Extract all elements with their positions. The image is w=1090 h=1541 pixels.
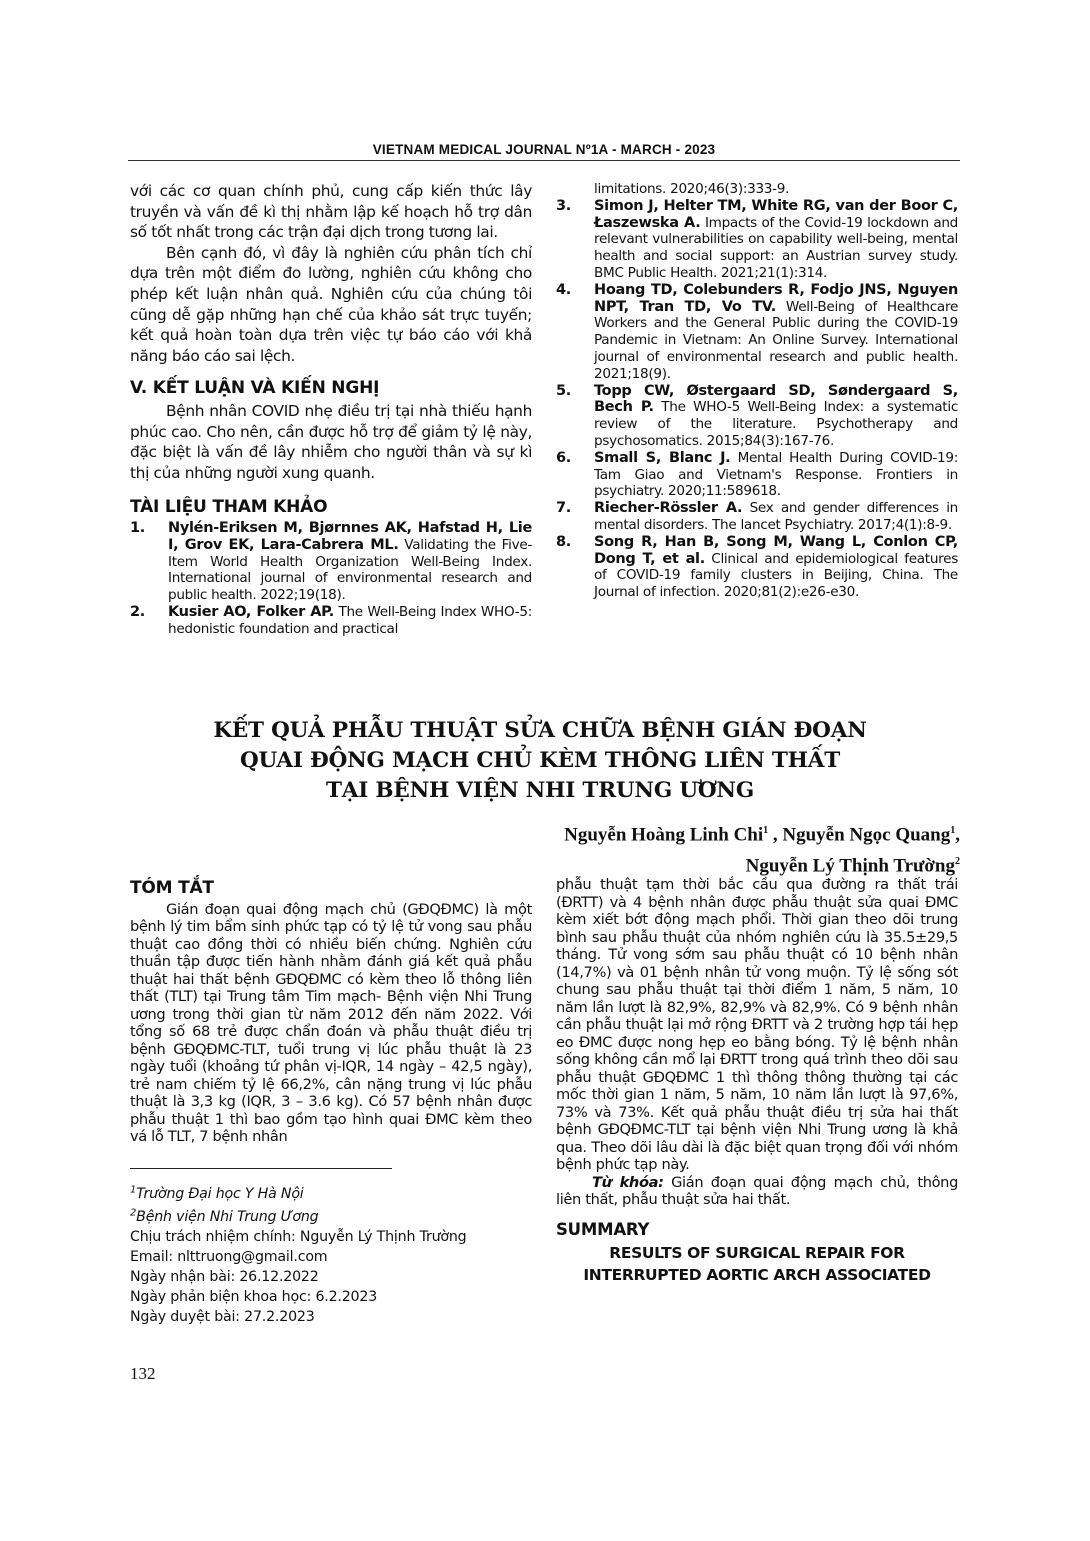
reference-number: 2. <box>130 603 145 620</box>
left-column-top <box>130 181 532 637</box>
reference-authors: Simon J, Helter TM, White RG, van der Boor C, Łaszewska A. <box>594 197 958 231</box>
summary-title-line: RESULTS OF SURGICAL REPAIR FOR <box>609 1244 905 1262</box>
reference-item <box>556 181 958 198</box>
reference-item <box>556 198 958 282</box>
reference-text: Clinical and epidemiological features of COVID-19 family clusters in Beijing, China. The Journal of infection. 2020;81(2):e26-e30. <box>594 550 958 601</box>
affiliation-marker: 2 <box>955 856 960 868</box>
reference-text: The Well-Being Index WHO-5: hedonistic foundation and practical <box>168 603 532 637</box>
author-list <box>564 817 960 880</box>
reference-text: Mental Health During COVID-19: Tam Giao and Vietnam's Response. Frontiers in psychiatry. 2020;11:589618. <box>594 449 958 500</box>
review-date: Ngày phản biện khoa học: 6.2.2023 <box>130 1289 378 1306</box>
reference-authors: Small S, Blanc J. <box>594 449 731 466</box>
journal-header: VIETNAM MEDICAL JOURNAL Nº1A - MARCH - 2023 <box>372 142 716 157</box>
footnote-rule <box>130 1168 392 1169</box>
reference-item <box>130 604 532 638</box>
reference-item <box>556 534 958 601</box>
reference-text: The WHO-5 Well-Being Index: a systematic review of the literature. Psychotherapy and psychosomatics. 2015;84(3):167-76. <box>594 399 958 449</box>
abstract-right <box>556 876 958 1286</box>
reference-authors: Nylén-Eriksen M, Bjørnnes AK, Hafstad H, Lie I, Grov EK, Lara-Cabrera ML. <box>168 519 532 553</box>
affiliation-marker: 1 <box>950 825 956 836</box>
reference-list <box>130 520 532 638</box>
footnotes <box>130 1180 466 1327</box>
title-line: TẠI BỆNH VIỆN NHI TRUNG ƯƠNG <box>325 778 754 803</box>
keywords-label: Từ khóa: <box>592 1173 664 1191</box>
reference-item <box>556 282 958 383</box>
affiliation: Trường Đại học Y Hà Nội <box>136 1185 304 1202</box>
summary-title-line: INTERRUPTED AORTIC ARCH ASSOCIATED <box>583 1266 931 1284</box>
affiliation-marker: 2 <box>130 1207 137 1219</box>
reference-number <box>556 181 594 198</box>
right-column-top <box>556 181 958 601</box>
abstract-text: phẫu thuật tạm thời bắc cầu qua đường ra thất trái (ĐRTT) và 4 bệnh nhân được phẫu thuật sửa quai ĐMC kèm xiết bớt động mạch phổi. Thời gian theo dõi trung bình sau phẫu thuật của nhóm nghiên cứu là 35.5±29,5 tháng. Tử vong sớm sau phẫu thuật có 10 bệnh nhân (14,7%) và 01 bệnh nhân tử vong muộn. Tỷ lệ sống sót chung sau phẫu thuật tại thời điểm 1 năm, 5 năm, 10 năm lần lượt là 82,9%, 82,9% và 82,9%. Có 9 bệnh nhân cần phẫu thuật lại mở rộng ĐRTT và 2 trường hợp tái hẹp eo ĐMC được nong hẹp eo bằng bóng. Tỷ lệ bệnh nhân sống không cần mổ lại ĐRTT trong quá trình theo dõi sau phẫu thuật GĐQĐMC 1 thì thông thông thường tại các mốc thời gian 1 năm, 5 năm, 10 năm lần lượt là 97,6%, 73% và 73%. Kết quả phẫu thuật điều trị sửa hai thất bệnh GĐQĐMC-TLT tại bệnh viện Nhi Trung ương là khả qua. Theo dõi lâu dài là đặc biệt quan trọng đối với nhóm bệnh phức tạp này. <box>556 876 958 1173</box>
reference-item <box>556 500 958 534</box>
reference-item <box>556 450 958 500</box>
title-line: QUAI ĐỘNG MẠCH CHỦ KÈM THÔNG LIÊN THẤT <box>239 748 841 773</box>
author-name: Nguyễn Hoàng Linh Chi <box>564 824 764 846</box>
reference-number: 4. <box>556 281 571 298</box>
email: Email: nlttruong@gmail.com <box>130 1249 328 1266</box>
paragraph: Bên cạnh đó, vì đây là nghiên cứu phân tích chỉ dựa trên một điểm đo lường, nghiên cứu không cho phép kết luận nhân quả. Nghiên cứu của chúng tôi cũng dễ gặp những hạn chế của khảo sát trực tuyến; kết quả hoàn toàn dựa trên việc tự báo cáo với khả năng báo cáo sai lệch. <box>130 243 532 365</box>
reference-item <box>130 520 532 604</box>
abstract-heading: TÓM TẮT <box>130 878 214 898</box>
abstract-left <box>130 880 532 1146</box>
reference-text: limitations. 2020;46(3):333-9. <box>594 181 790 197</box>
affiliation-marker: 1 <box>763 825 769 836</box>
summary-heading: SUMMARY <box>556 1219 650 1239</box>
header-rule <box>128 160 960 161</box>
reference-number: 3. <box>556 197 571 214</box>
accepted-date: Ngày duyệt bài: 27.2.2023 <box>130 1309 315 1326</box>
author-name: Nguyễn Lý Thịnh Trường <box>745 855 955 877</box>
reference-authors: Kusier AO, Folker AP. <box>168 603 335 620</box>
page-number: 132 <box>130 1364 156 1383</box>
corresponding-author: Chịu trách nhiệm chính: Nguyễn Lý Thịnh Trường <box>130 1229 467 1246</box>
reference-number: 8. <box>556 533 571 550</box>
reference-number: 1. <box>130 519 145 536</box>
abstract-text: Gián đoạn quai động mạch chủ (GĐQĐMC) là một bệnh lý tim bẩm sinh phức tạp có tỷ lệ tử vong sau phẫu thuật cao đồng thời có nhiều biến chứng. Nghiên cứu thuần tập được tiến hành nhằm đánh giá kết quả phẫu thuật hai thất bệnh GĐQĐMC có kèm theo lỗ thông liên thất (TLT) tại Trung tâm Tim mạch- Bệnh viện Nhi Trung ương trong thời gian từ năm 2012 đến năm 2022. Với tổng số 68 trẻ được chẩn đoán và phẫu thuật điều trị bệnh GĐQĐMC-TLT, tuổi trung vị lúc phẫu thuật là 23 ngày tuổi (khoảng tứ phân vị-IQR, 14 ngày – 42,5 ngày), trẻ nam chiếm tỷ lệ 66,2%, cân nặng trung vị lúc phẫu thuật là 3,3 kg (IQR, 3 – 3.6 kg). Có 57 bệnh nhân được phẫu thuật 1 thì bao gồm tạo hình quai ĐMC kèm theo vá lỗ TLT, 7 bệnh nhân <box>130 900 532 1145</box>
paragraph: Bệnh nhân COVID nhẹ điều trị tại nhà thiếu hạnh phúc cao. Cho nên, cần được hỗ trợ để giảm tỷ lệ này, đặc biệt là vấn đề lây nhiễm cho người thân và sự kì thị của những người xung quanh. <box>130 401 532 482</box>
affiliation-marker: 1 <box>130 1184 137 1195</box>
reference-text: Sex and gender differences in mental disorders. The lancet Psychiatry. 2017;4(1):8-9. <box>594 500 958 533</box>
reference-text: Validating the Five-Item World Health Organization Well-Being Index. International journal of environmental research and public health. 2022;19(18). <box>168 536 532 604</box>
keywords: Gián đoạn quai động mạch chủ, thông liên thất, phẫu thuật sửa hai thất. <box>556 1173 958 1208</box>
reference-number: 6. <box>556 449 571 466</box>
reference-number: 5. <box>556 382 571 399</box>
reference-authors: Riecher-Rössler A. <box>594 500 743 517</box>
reference-authors: Topp CW, Østergaard SD, Søndergaard S, Bech P. <box>594 382 958 416</box>
reference-text: Well-Being of Healthcare Workers and the General Public during the COVID-19 Pandemic in Vietnam: An Online Survey. International journal of environmental research and public health. 2021;18(9). <box>594 298 959 382</box>
reference-item <box>556 383 958 450</box>
separator: , <box>955 824 960 846</box>
reference-authors: Song R, Han B, Song M, Wang L, Conlon CP, Dong T, et al. <box>594 533 958 567</box>
reference-authors: Hoang TD, Colebunders R, Fodjo JNS, Nguyen NPT, Tran TD, Vo TV. <box>594 281 958 315</box>
author-name: Nguyễn Ngọc Quang <box>782 824 951 846</box>
summary-title <box>556 1242 958 1286</box>
article-title <box>140 716 940 806</box>
title-line: KẾT QUẢ PHẪU THUẬT SỬA CHỮA BỆNH GIÁN ĐOẠN <box>213 718 867 743</box>
reference-text: Impacts of the Covid-19 lockdown and relevant vulnerabilities on capability well-being, mental health and social support: an Austrian survey study. BMC Public Health. 2021;21(1):314. <box>594 214 958 281</box>
received-date: Ngày nhận bài: 26.12.2022 <box>130 1269 319 1286</box>
separator: , <box>768 824 783 846</box>
reference-list <box>556 181 958 601</box>
paragraph: với các cơ quan chính phủ, cung cấp kiến thức lây truyền và vấn đề kì thị nhằm lập kế hoạch hỗ trợ dân số tốt nhất trong các trận đại dịch trong tương lai. <box>130 182 532 242</box>
reference-number: 7. <box>556 500 571 517</box>
references-heading: TÀI LIỆU THAM KHẢO <box>130 497 328 518</box>
affiliation: Bệnh viện Nhi Trung Ương <box>136 1209 319 1226</box>
section-heading: V. KẾT LUẬN VÀ KIẾN NGHỊ <box>130 378 380 399</box>
